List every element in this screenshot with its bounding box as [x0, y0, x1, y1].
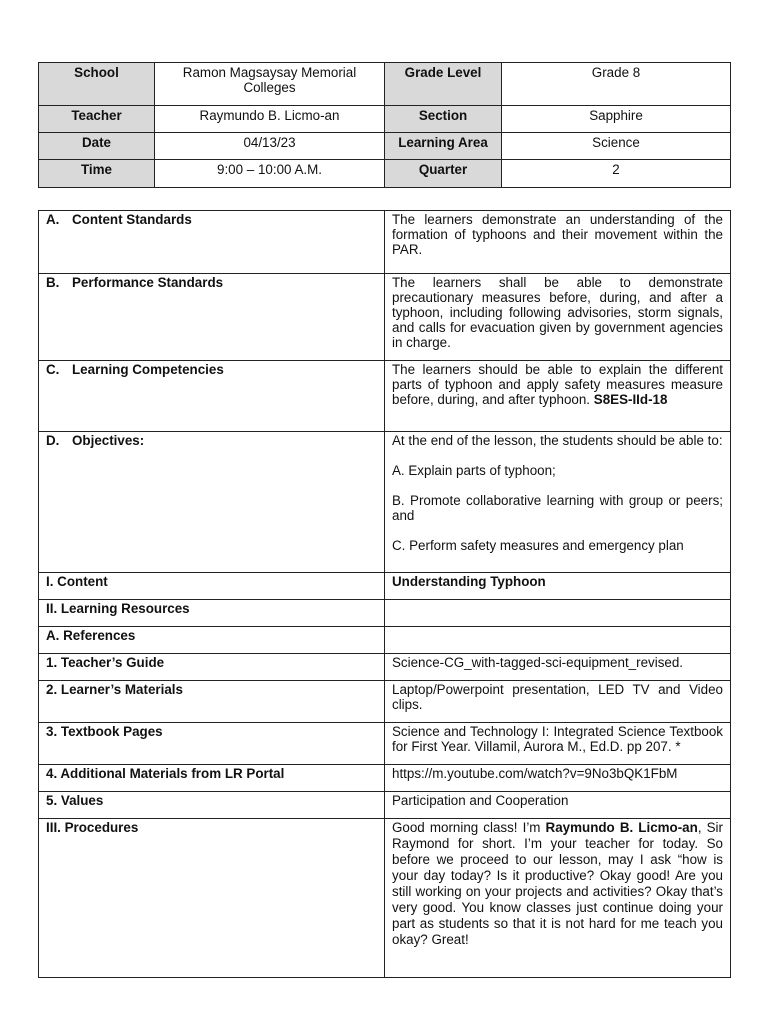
teachers-guide-row	[39, 654, 731, 681]
procedures-text: Good morning class! I’m Raymundo B. Licmo-an, Sir Raymond for short. I’m your teacher for today. So before we proceed to our lesson, may I ask “how is your day today? Is it productive? Okay good! Are you still working on your projects and activities? Okay that’s very good. You know classes just continue doing your part as students so that it is not hard for me teach you okay? Great!	[385, 819, 731, 978]
competency-code: S8ES-IId-18	[593, 392, 668, 407]
objective-item: B. Promote collaborative learning with group or peers; and	[392, 493, 723, 523]
learning-competencies-label: C. Learning Competencies	[39, 361, 385, 432]
learning-competencies-row	[39, 361, 731, 432]
values-row	[39, 792, 731, 819]
learners-materials-value: Laptop/Powerpoint presentation, LED TV and Video clips.	[385, 681, 731, 723]
lesson-info-table	[38, 62, 731, 188]
content-standards-text: The learners demonstrate an understanding of the formation of typhoons and their movement within the PAR.	[385, 211, 731, 274]
time-value: 9:00 – 10:00 A.M.	[155, 160, 385, 188]
quarter-label: Quarter	[385, 160, 502, 188]
values-label: 5. Values	[39, 792, 385, 819]
teacher-value: Raymundo B. Licmo-an	[155, 106, 385, 133]
time-label: Time	[39, 160, 155, 188]
values-value: Participation and Cooperation	[385, 792, 731, 819]
objective-item: C. Perform safety measures and emergency plan	[392, 538, 684, 553]
additional-materials-link[interactable]: https://m.youtube.com/watch?v=9No3bQK1FbM	[385, 765, 731, 792]
objectives-row	[39, 432, 731, 573]
textbook-pages-label: 3. Textbook Pages	[39, 723, 385, 765]
teacher-label: Teacher	[39, 106, 155, 133]
objectives-text	[385, 432, 731, 573]
references-row	[39, 627, 731, 654]
learning-area-label: Learning Area	[385, 133, 502, 160]
learning-resources-label: II. Learning Resources	[39, 600, 385, 627]
content-label: I. Content	[39, 573, 385, 600]
objectives-intro: At the end of the lesson, the students should be able to:	[392, 433, 723, 448]
objective-item: A. Explain parts of typhoon;	[392, 463, 556, 478]
section-value: Sapphire	[502, 106, 731, 133]
learners-materials-row	[39, 681, 731, 723]
references-value	[385, 627, 731, 654]
textbook-pages-row	[39, 723, 731, 765]
date-value: 04/13/23	[155, 133, 385, 160]
school-label: School	[39, 63, 155, 106]
content-standards-row	[39, 211, 731, 274]
additional-materials-label: 4. Additional Materials from LR Portal	[39, 765, 385, 792]
objectives-label: D. Objectives:	[39, 432, 385, 573]
performance-standards-text: The learners shall be able to demonstrate precautionary measures before, during, and after a typhoon, including following advisories, storm signals, and calls for evacuation given by government agencies in charge.	[385, 274, 731, 361]
content-value: Understanding Typhoon	[385, 573, 731, 600]
learning-competencies-text: The learners should be able to explain the different parts of typhoon and apply safety measures measure before, during, and after typhoon. S8ES-IId-18	[385, 361, 731, 432]
grade-level-label: Grade Level	[385, 63, 502, 106]
lesson-plan-table	[38, 210, 731, 978]
teachers-guide-label: 1. Teacher’s Guide	[39, 654, 385, 681]
learning-resources-value	[385, 600, 731, 627]
procedures-row	[39, 819, 731, 978]
content-row	[39, 573, 731, 600]
section-label: Section	[385, 106, 502, 133]
date-label: Date	[39, 133, 155, 160]
teachers-guide-value: Science-CG_with-tagged-sci-equipment_revised.	[385, 654, 731, 681]
content-standards-label: A. Content Standards	[39, 211, 385, 274]
grade-level-value: Grade 8	[502, 63, 731, 106]
performance-standards-row	[39, 274, 731, 361]
procedures-label: III. Procedures	[39, 819, 385, 978]
learning-resources-row	[39, 600, 731, 627]
teacher-name: Raymundo B. Licmo-an	[545, 820, 698, 835]
school-value: Ramon Magsaysay Memorial Colleges	[155, 63, 385, 106]
textbook-pages-value: Science and Technology I: Integrated Science Textbook for First Year. Villamil, Aurora M., Ed.D. pp 207. *	[385, 723, 731, 765]
references-label: A. References	[39, 627, 385, 654]
quarter-value: 2	[502, 160, 731, 188]
additional-materials-row	[39, 765, 731, 792]
learners-materials-label: 2. Learner’s Materials	[39, 681, 385, 723]
performance-standards-label: B. Performance Standards	[39, 274, 385, 361]
learning-area-value: Science	[502, 133, 731, 160]
